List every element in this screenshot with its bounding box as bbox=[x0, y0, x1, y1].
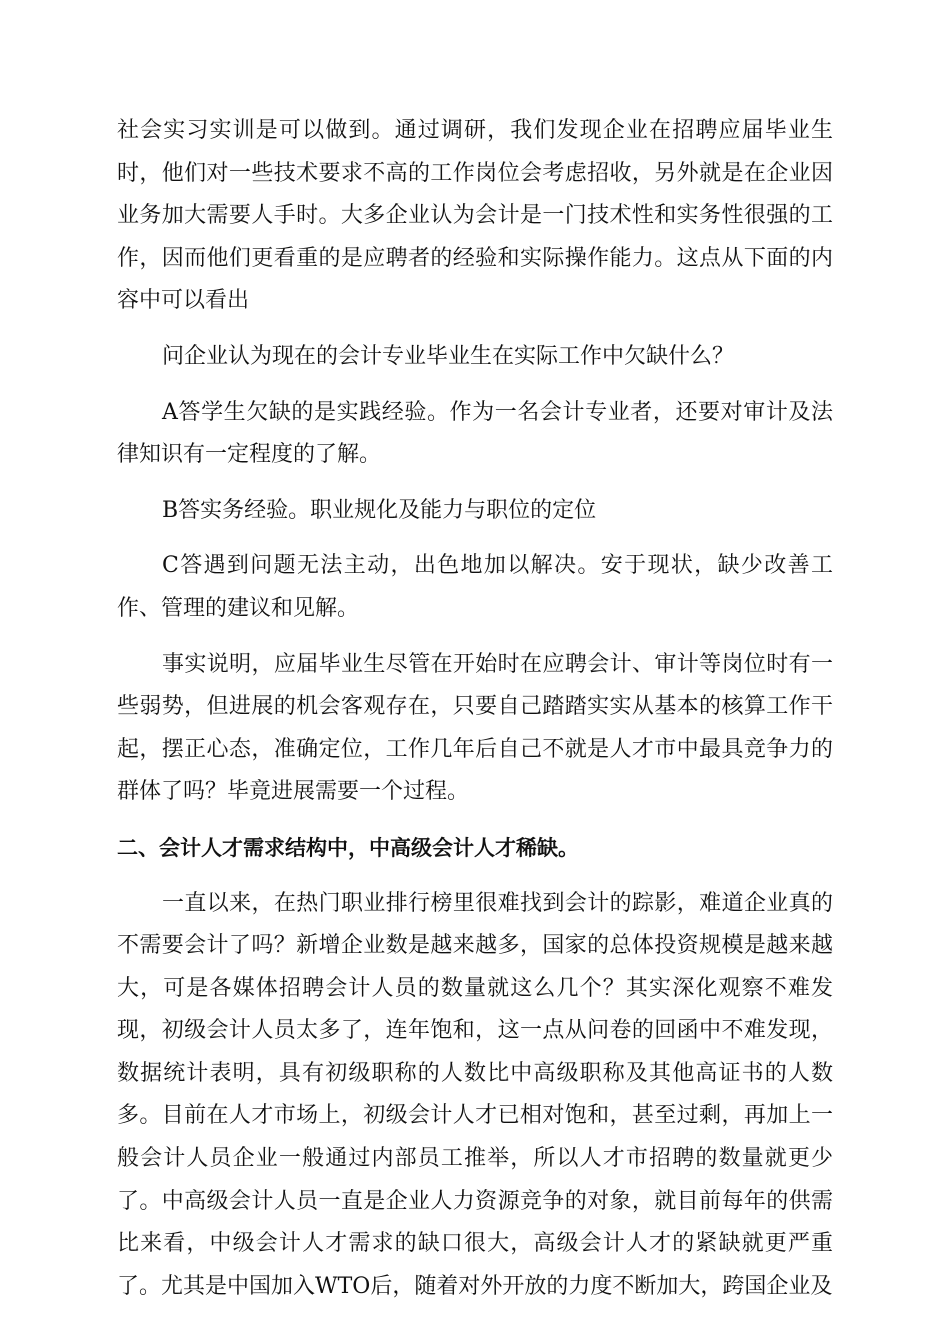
paragraph-intro: 社会实习实训是可以做到。通过调研，我们发现企业在招聘应届毕业生时，他们对一些技术要求不高的工作岗位会考虑招收，另外就是在企业因业务加大需要人手时。大多企业认为会计是一门技术性和实务性很强的工作，因而他们更看重的是应聘者的经验和实际操作能力。这点从下面的内容中可以看出 bbox=[117, 118, 833, 314]
section-heading: 二、会计人才需求结构中，中高级会计人才稀缺。 bbox=[117, 835, 579, 860]
paragraph-fact: 事实说明，应届毕业生尽管在开始时在应聘会计、审计等岗位时有一些弱势，但进展的机会客观存在，只要自己踏踏实实从基本的核算工作干起，摆正心态，准确定位，工作几年后自己不就是人才市中最具竞争力的群体了吗？毕竟进展需要一个过程。 bbox=[117, 651, 833, 805]
document-body bbox=[117, 110, 833, 1308]
paragraph-answer-a: A答学生欠缺的是实践经验。作为一名会计专业者，还要对审计及法律知识有一定程度的了解。 bbox=[117, 399, 833, 468]
paragraph-answer-c: C答遇到问题无法主动，出色地加以解决。安于现状，缺少改善工作、管理的建议和见解。 bbox=[117, 553, 833, 621]
paragraph-question: 问企业认为现在的会计专业毕业生在实际工作中欠缺什么？ bbox=[162, 343, 735, 369]
paragraph-answer-b: B答实务经验。职业规化及能力与职位的定位 bbox=[162, 497, 597, 523]
paragraph-section-body: 一直以来，在热门职业排行榜里很难找到会计的踪影，难道企业真的不需要会计了吗？新增企业数是越来越多，国家的总体投资规模是越来越大，可是各媒体招聘会计人员的数量就这么几个？其实深化观察不难发现，初级会计人员太多了，连年饱和，这一点从问卷的回函中不难发现，数据统计表明，具有初级职称的人数比中高级职称及其他高证书的人数多。目前在人才市场上，初级会计人才已相对饱和，甚至过剩，再加上一般会计人员企业一般通过内部员工推举，所以人才市招聘的数量就更少了。中高级会计人员一直是企业人力资源竞争的对象，就目前每年的供需比来看，中级会计人才需求的缺口很大，高级会计人才的紧缺就更严重了。尤其是中国加入WTO后，随着对外开放的力度不断加大，跨国企业及 bbox=[117, 890, 833, 1299]
